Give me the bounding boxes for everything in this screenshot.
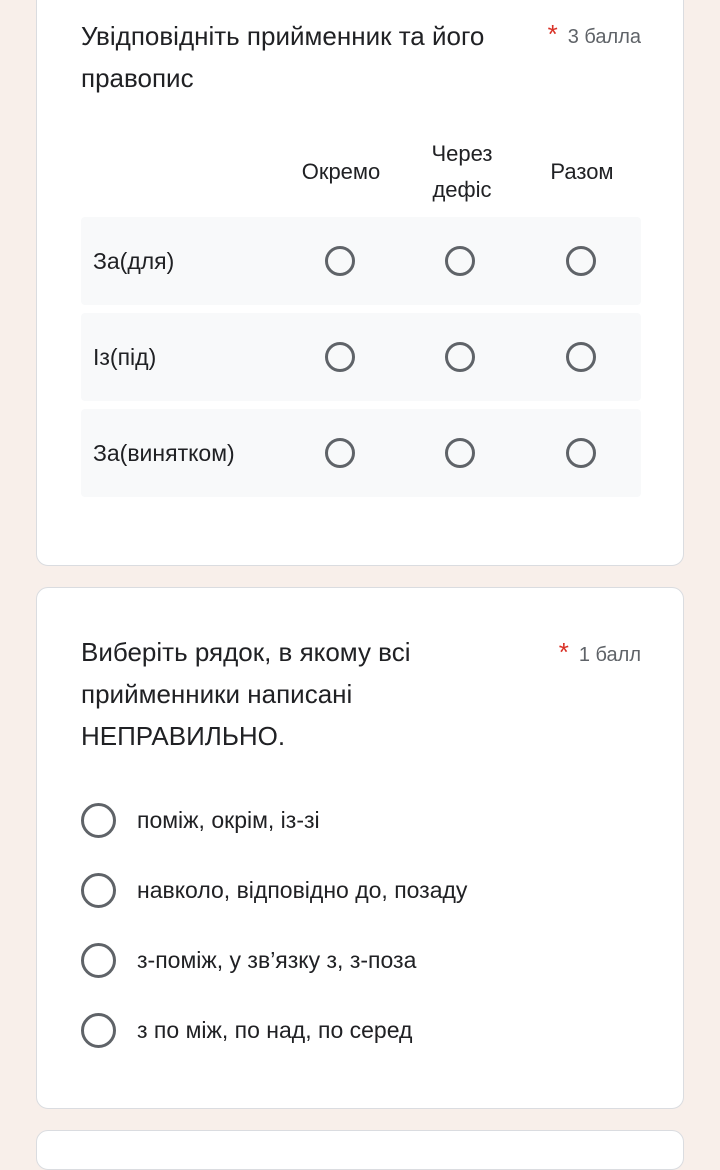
radio-button-together[interactable] bbox=[566, 342, 596, 372]
choice-option-label: навколо, відповідно до, позаду bbox=[137, 877, 468, 903]
choice-option[interactable] bbox=[81, 1013, 641, 1063]
radio-button-separate[interactable] bbox=[325, 438, 355, 468]
radio-button-hyphen[interactable] bbox=[445, 438, 475, 468]
radio-button[interactable] bbox=[81, 873, 116, 908]
radio-button-separate[interactable] bbox=[325, 246, 355, 276]
radio-button[interactable] bbox=[81, 803, 116, 838]
grid-row bbox=[81, 313, 641, 401]
choice-option[interactable] bbox=[81, 943, 641, 993]
grid-column-headers bbox=[81, 136, 641, 208]
radio-button-separate[interactable] bbox=[325, 342, 355, 372]
required-asterisk: * bbox=[558, 637, 569, 667]
choice-option-label: з-поміж, у зв’язку з, з-поза bbox=[137, 947, 417, 973]
grid-row-label: За(винятком) bbox=[93, 440, 235, 466]
column-header-separate: Окремо bbox=[301, 159, 381, 184]
column-header-hyphen: Через дефіс bbox=[431, 141, 493, 202]
column-header-together: Разом bbox=[550, 159, 614, 184]
grid-row-label: Із(під) bbox=[93, 344, 157, 370]
radio-button-together[interactable] bbox=[566, 246, 596, 276]
choice-option-label: поміж, окрім, із-зі bbox=[137, 807, 320, 833]
question-title: Виберіть рядок, в якому всі прийменники написані НЕПРАВИЛЬНО. bbox=[81, 637, 411, 751]
question-card-grid bbox=[36, 0, 684, 566]
grid-row-label: За(для) bbox=[93, 248, 175, 274]
points-label: 3 балла bbox=[567, 26, 641, 48]
points-label: 1 балл bbox=[578, 644, 641, 666]
question-meta bbox=[559, 639, 641, 667]
question-meta bbox=[548, 21, 641, 49]
radio-button-hyphen[interactable] bbox=[445, 342, 475, 372]
choice-option-label: з по між, по над, по серед bbox=[137, 1017, 413, 1043]
radio-button[interactable] bbox=[81, 1013, 116, 1048]
question-title: Увідповідніть прийменник та його правопис bbox=[81, 21, 485, 93]
radio-button[interactable] bbox=[81, 943, 116, 978]
choice-option[interactable] bbox=[81, 803, 641, 853]
required-asterisk: * bbox=[547, 19, 558, 49]
grid-row bbox=[81, 217, 641, 305]
radio-button-hyphen[interactable] bbox=[445, 246, 475, 276]
radio-button-together[interactable] bbox=[566, 438, 596, 468]
question-card-next bbox=[36, 1130, 684, 1170]
question-card-choice bbox=[36, 587, 684, 1109]
grid-row bbox=[81, 409, 641, 497]
choice-option[interactable] bbox=[81, 873, 641, 923]
